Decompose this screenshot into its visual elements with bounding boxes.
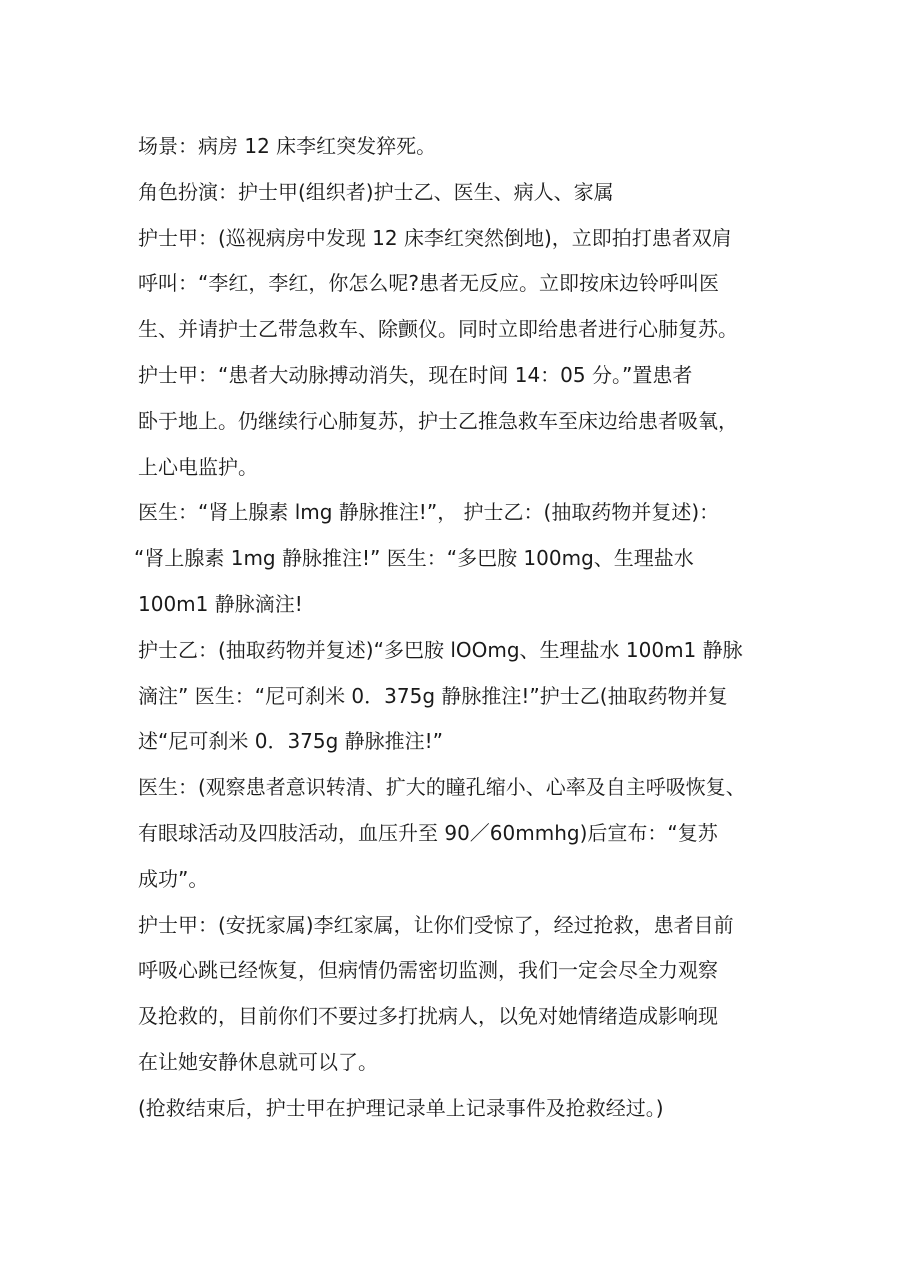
text-line: (抢救结束后，护士甲在护理记录单上记录事件及抢救经过。) <box>138 1095 664 1120</box>
text-line: 有眼球活动及四肢活动，血压升至 90／60mmhg)后宣布：“复苏 <box>138 820 718 845</box>
text-line: 卧于地上。仍继续行心肺复苏，护士乙推急救车至床边给患者吸氧， <box>138 408 738 433</box>
document-body <box>134 124 790 1132</box>
text-line: 呼吸心跳已经恢复，但病情仍需密切监测，我们一定会尽全力观察 <box>138 958 718 983</box>
text-line: 呼叫：“李红，李红，你怎么呢?患者无反应。立即按床边铃呼叫医 <box>138 271 719 296</box>
text-line: 及抢救的，目前你们不要过多打扰病人，以免对她情绪造成影响现 <box>138 1004 718 1029</box>
text-line: “肾上腺素 1mg 静脉推注!” 医生：“多巴胺 100mg、生理盐水 <box>134 546 694 571</box>
text-line: 成功”。 <box>138 866 209 891</box>
text-line: 滴注” 医生：“尼可刹米 0．375g 静脉推注!”护士乙(抽取药物并复 <box>138 683 728 708</box>
text-line: 上心电监护。 <box>138 454 258 479</box>
text-line: 医生：(观察患者意识转清、扩大的瞳孔缩小、心率及自主呼吸恢复、 <box>138 775 746 800</box>
text-line: 护士乙：(抽取药物并复述)“多巴胺 lOOmg、生理盐水 100m1 静脉 <box>138 637 743 662</box>
text-line: 生、并请护士乙带急救车、除颤仪。同时立即给患者进行心肺复苏。 <box>138 317 738 342</box>
text-line-roles: 角色扮演：护士甲(组织者)护士乙、医生、病人、家属 <box>138 179 614 204</box>
text-line: 护士甲：(巡视病房中发现 12 床李红突然倒地)，立即拍打患者双肩 <box>138 225 732 250</box>
text-line: 护士甲：“患者大动脉搏动消失，现在时间 14：05 分。”置患者 <box>138 362 693 387</box>
text-line: 100m1 静脉滴注! <box>138 591 303 616</box>
text-line-scene: 场景：病房 12 床李红突发猝死。 <box>138 134 437 158</box>
text-line: 在让她安静休息就可以了。 <box>138 1049 378 1074</box>
text-line: 医生：“肾上腺素 lmg 静脉推注!”， 护士乙：(抽取药物并复述)： <box>138 500 720 525</box>
text-line: 护士甲：(安抚家属)李红家属，让你们受惊了，经过抢救，患者目前 <box>138 912 734 937</box>
text-line: 述“尼可刹米 0．375g 静脉推注!” <box>138 729 444 754</box>
